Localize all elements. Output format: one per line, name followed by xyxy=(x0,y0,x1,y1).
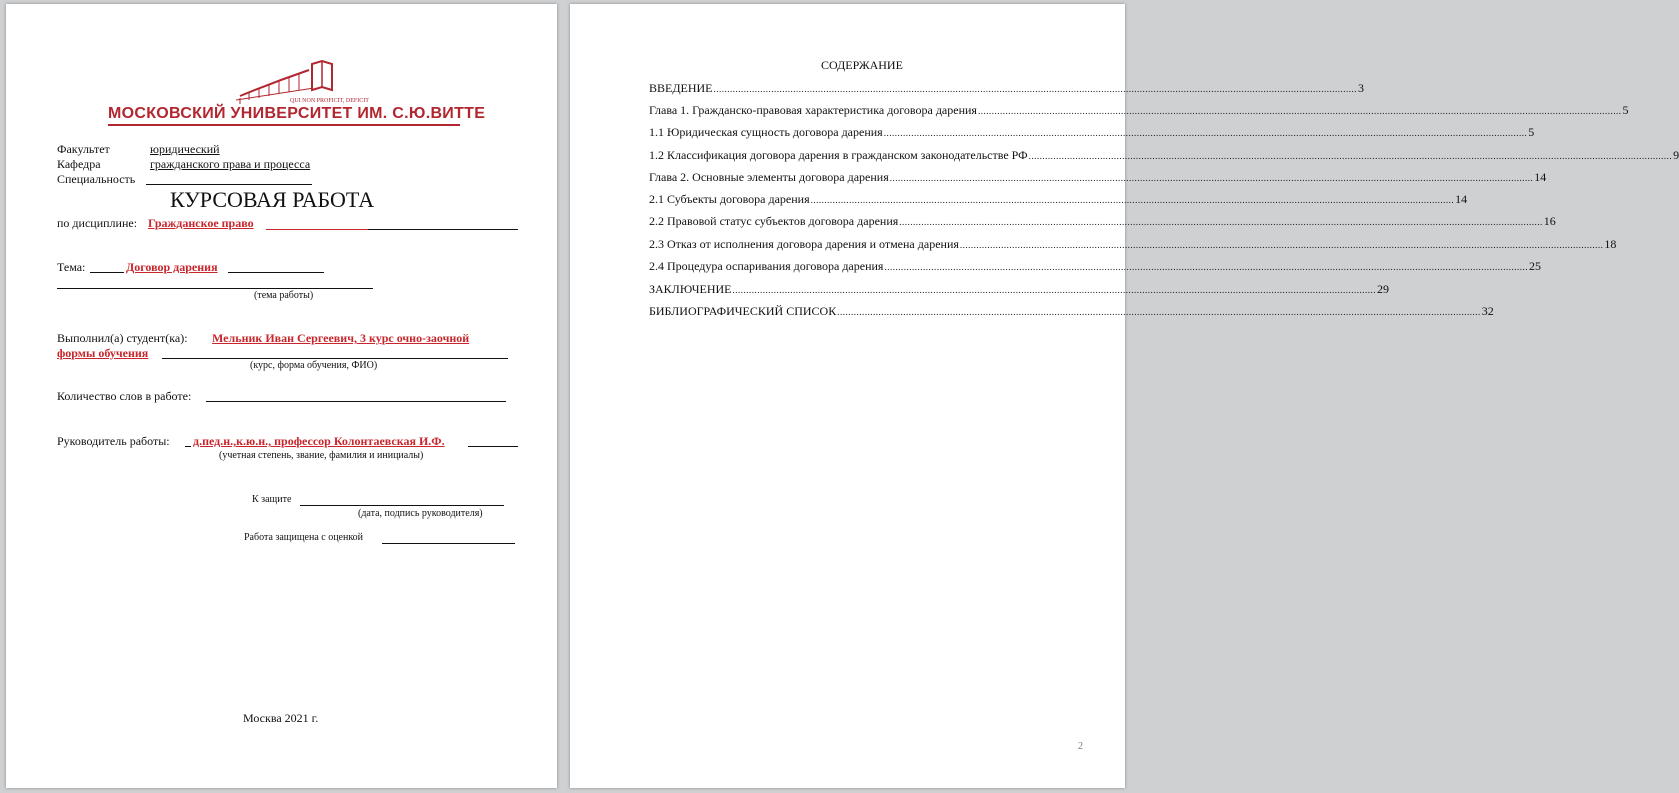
toc-entry-page: 5 xyxy=(1622,103,1629,117)
toc-entry-label: БИБЛИОГРАФИЧЕСКИЙ СПИСОК xyxy=(649,304,837,318)
discipline-label: по дисциплине: xyxy=(57,216,138,230)
toc-entry[interactable]: 2.1 Субъекты договора дарения .......................................................................................................................................................................................................................................... 14 xyxy=(649,192,1468,206)
grade-line xyxy=(382,543,515,544)
toc-entry[interactable]: ЗАКЛЮЧЕНИЕ .......................................................................................................................................................................................................................................... 29 xyxy=(649,282,1389,296)
toc-entry-label: 1.1 Юридическая сущность договора дарения xyxy=(649,125,883,139)
city-year: Москва 2021 г. xyxy=(243,711,319,725)
page-number: 2 xyxy=(1078,741,1083,752)
word-count-line xyxy=(206,401,506,402)
defense-caption: (дата, подпись руководителя) xyxy=(358,508,483,519)
department-label: Кафедра xyxy=(57,157,101,171)
student-value-line1: Мельник Иван Сергеевич, 3 курс очно-заочной xyxy=(212,331,470,345)
specialty-line xyxy=(146,184,312,185)
student-line xyxy=(162,358,508,359)
toc-entry-label: Глава 1. Гражданско-правовая характеристика договора дарения xyxy=(649,103,977,117)
student-value-line2: формы обучения xyxy=(57,346,149,360)
toc-entry-page: 25 xyxy=(1528,259,1541,273)
topic-value: Договор дарения xyxy=(126,260,218,274)
university-name: МОСКОВСКИЙ УНИВЕРСИТЕТ ИМ. С.Ю.ВИТТЕ xyxy=(108,105,486,122)
grade-label: Работа защищена с оценкой xyxy=(244,532,364,543)
topic-line-pre xyxy=(90,272,124,273)
faculty-label: Факультет xyxy=(57,142,110,156)
toc-entry[interactable]: БИБЛИОГРАФИЧЕСКИЙ СПИСОК .......................................................................................................................................................................................................................................... 32 xyxy=(649,304,1494,318)
topic-line-2 xyxy=(57,288,373,289)
toc-entry-label: 2.2 Правовой статус субъектов договора дарения xyxy=(649,214,899,228)
toc-entry-page: 9 xyxy=(1673,148,1679,162)
student-label: Выполнил(а) студент(ка): xyxy=(57,331,188,345)
topic-line-post xyxy=(228,272,324,273)
supervisor-value: д.пед.н.,к.ю.н., профессор Колонтаевская И.Ф. xyxy=(193,434,445,448)
toc-entry-label: 2.4 Процедура оспаривания договора дарения xyxy=(649,259,884,273)
contents-heading: СОДЕРЖАНИЕ xyxy=(821,58,903,72)
toc-entry[interactable]: 2.2 Правовой статус субъектов договора дарения .......................................................................................................................................................................................................................................... 16 xyxy=(649,214,1556,228)
toc-entry[interactable]: Глава 2. Основные элементы договора дарения .......................................................................................................................................................................................................................................... 14 xyxy=(649,170,1547,184)
specialty-label: Специальность xyxy=(57,172,136,186)
toc-entry-page: 5 xyxy=(1528,125,1535,139)
toc-entry[interactable]: 2.3 Отказ от исполнения договора дарения и отмена дарения .......................................................................................................................................................................................................................................... 18 xyxy=(649,237,1617,251)
contents-page xyxy=(570,4,1679,788)
toc-entry-label: ВВЕДЕНИЕ xyxy=(649,81,713,95)
toc-entry-page: 14 xyxy=(1455,192,1468,206)
document-heading: КУРСОВАЯ РАБОТА xyxy=(170,187,375,212)
toc-entry[interactable]: 1.1 Юридическая сущность договора дарения .......................................................................................................................................................................................................................................... 5 xyxy=(649,125,1535,139)
toc-entry-label: 1.2 Классификация договора дарения в гражданском законодательстве РФ xyxy=(649,148,1028,162)
supervisor-line-post xyxy=(468,446,518,447)
toc-entry-page: 18 xyxy=(1604,237,1617,251)
toc-entry-label: Глава 2. Основные элементы договора дарения xyxy=(649,170,889,184)
university-underline xyxy=(108,124,460,126)
supervisor-label: Руководитель работы: xyxy=(57,434,170,448)
supervisor-caption: (учетная степень, звание, фамилия и инициалы) xyxy=(219,450,424,461)
toc-entry[interactable]: ВВЕДЕНИЕ .......................................................................................................................................................................................................................................... 3 xyxy=(649,81,1365,95)
discipline-value: Гражданское право xyxy=(148,216,254,230)
toc-entry-page: 32 xyxy=(1481,304,1494,318)
student-caption: (курс, форма обучения, ФИО) xyxy=(250,360,378,371)
toc-entry-label: ЗАКЛЮЧЕНИЕ xyxy=(649,282,732,296)
topic-label: Тема: xyxy=(57,260,86,274)
title-page xyxy=(6,4,557,788)
toc-entry-label: 2.1 Субъекты договора дарения xyxy=(649,192,810,206)
logo-motto: QUI NON PROFICIT, DEFICIT xyxy=(290,98,369,104)
department-value: гражданского права и процесса xyxy=(150,157,311,171)
toc-entry[interactable]: Глава 1. Гражданско-правовая характеристика договора дарения .......................................................................................................................................................................................................................................... 5 xyxy=(649,103,1629,117)
discipline-line xyxy=(368,229,518,230)
toc-entry[interactable]: 2.4 Процедура оспаривания договора дарения .......................................................................................................................................................................................................................................... 25 xyxy=(649,259,1541,273)
word-count-label: Количество слов в работе: xyxy=(57,389,192,403)
toc-entry[interactable]: 1.2 Классификация договора дарения в гражданском законодательстве РФ .......................................................................................................................................................................................................................................... 9 xyxy=(649,148,1679,162)
topic-caption: (тема работы) xyxy=(254,290,314,301)
toc-entry-label: 2.3 Отказ от исполнения договора дарения и отмена дарения xyxy=(649,237,959,251)
toc-entry-page: 16 xyxy=(1543,214,1556,228)
defense-label: К защите xyxy=(252,494,292,505)
toc-entry-page: 14 xyxy=(1534,170,1547,184)
toc-entry-page: 3 xyxy=(1358,81,1365,95)
faculty-value: юридический xyxy=(150,142,220,156)
toc-entry-page: 29 xyxy=(1377,282,1389,296)
defense-line xyxy=(300,505,504,506)
supervisor-line-pre xyxy=(185,446,191,447)
